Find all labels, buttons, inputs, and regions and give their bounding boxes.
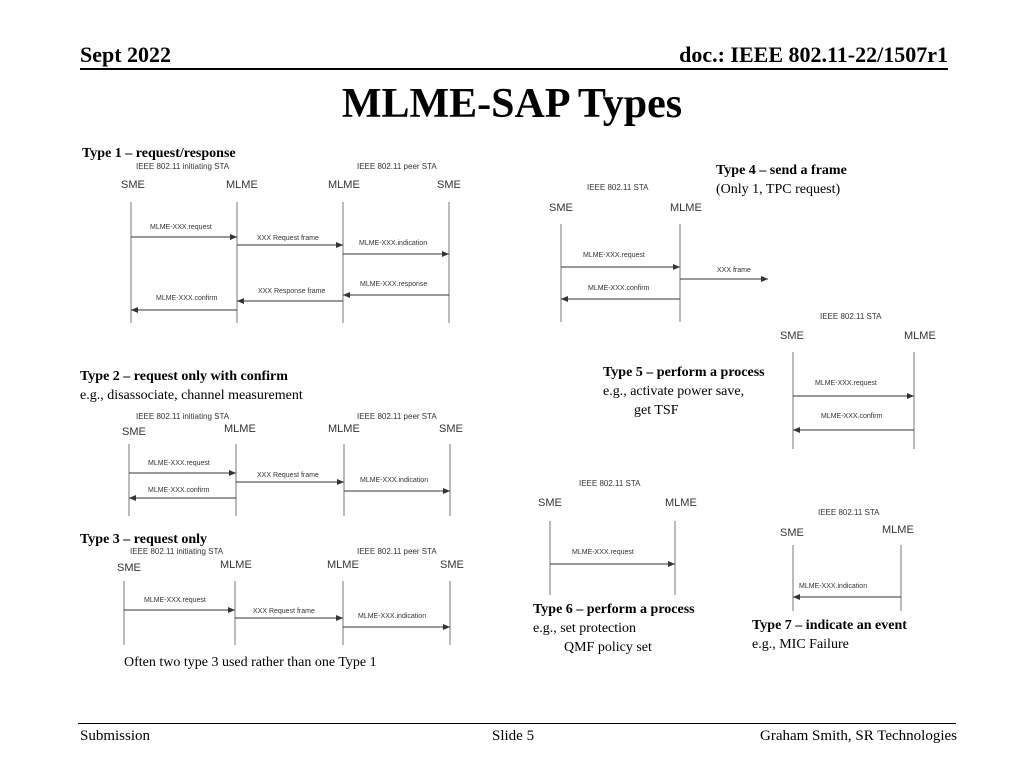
- type3-mlme-right: MLME: [327, 559, 359, 571]
- type3-sme-left: SME: [117, 562, 141, 574]
- type5-msg-request: MLME-XXX.request: [815, 380, 877, 387]
- type7-title: Type 7 – indicate an event: [752, 618, 907, 633]
- type5-desc-1: e.g., activate power save,: [603, 384, 745, 399]
- type5-mlme: MLME: [904, 330, 936, 342]
- type4-msg-confirm: MLME-XXX.confirm: [588, 285, 650, 292]
- type5-sta-label: IEEE 802.11 STA: [820, 312, 882, 321]
- type1-msg-request: MLME-XXX.request: [150, 224, 212, 231]
- type6-sme: SME: [538, 497, 562, 509]
- type6-mlme: MLME: [665, 497, 697, 509]
- type1-sme-left: SME: [121, 179, 145, 191]
- type2-label: [80, 367, 303, 405]
- type3-peer-sta-label: IEEE 802.11 peer STA: [357, 547, 437, 556]
- type2-title: Type 2 – request only with confirm: [80, 369, 288, 384]
- type3-msg-request-frame: XXX Request frame: [253, 608, 315, 615]
- type7-sme: SME: [780, 527, 804, 539]
- type2-mlme-left: MLME: [224, 423, 256, 435]
- type1-peer-sta-label: IEEE 802.11 peer STA: [357, 162, 437, 171]
- type6-desc-2: QMF policy set: [564, 640, 652, 655]
- type2-mlme-right: MLME: [328, 423, 360, 435]
- footer-submission: Submission: [80, 728, 151, 744]
- type4-sta-label: IEEE 802.11 STA: [587, 183, 649, 192]
- type1-title: Type 1 – request/response: [82, 146, 236, 161]
- page-title: MLME-SAP Types: [341, 81, 683, 127]
- type1-initiating-sta-label: IEEE 802.11 initiating STA: [136, 162, 230, 171]
- type5-sequence-diagram: [770, 308, 960, 453]
- type2-msg-request-frame: XXX Request frame: [257, 472, 319, 479]
- type5-sme: SME: [780, 330, 804, 342]
- type2-msg-confirm: MLME-XXX.confirm: [148, 487, 210, 494]
- type4-title: Type 4 – send a frame: [716, 163, 847, 178]
- type1-mlme-right: MLME: [328, 179, 360, 191]
- type1-sequence-diagram: [100, 158, 480, 328]
- header-doc-id: doc.: IEEE 802.11-22/1507r1: [679, 42, 948, 67]
- type1-sme-right: SME: [437, 179, 461, 191]
- type4-sequence-diagram: [540, 178, 770, 328]
- type7-sta-label: IEEE 802.11 STA: [818, 508, 880, 517]
- type4-msg-request: MLME-XXX.request: [583, 252, 645, 259]
- type1-msg-response-frame: XXX Response frame: [258, 288, 326, 295]
- type2-sme-left: SME: [122, 426, 146, 438]
- type5-title: Type 5 – perform a process: [603, 365, 765, 380]
- type1-msg-confirm: MLME-XXX.confirm: [156, 295, 218, 302]
- type4-msg-frame: XXX frame: [717, 267, 751, 274]
- type5-msg-confirm: MLME-XXX.confirm: [821, 413, 883, 420]
- type3-note: Often two type 3 used rather than one Type 1: [124, 655, 377, 670]
- footer-rule: [78, 723, 956, 724]
- type1-mlme-left: MLME: [226, 179, 258, 191]
- type3-sequence-diagram: [100, 543, 480, 649]
- type4-mlme: MLME: [670, 202, 702, 214]
- type1-msg-response: MLME-XXX.response: [360, 281, 428, 288]
- header-date: Sept 2022: [80, 42, 172, 67]
- type2-desc: e.g., disassociate, channel measurement: [80, 388, 303, 403]
- type7-desc: e.g., MIC Failure: [752, 637, 849, 652]
- type3-initiating-sta-label: IEEE 802.11 initiating STA: [130, 547, 224, 556]
- type7-label: [752, 616, 907, 654]
- type2-peer-sta-label: IEEE 802.11 peer STA: [357, 412, 437, 421]
- type2-msg-indication: MLME-XXX.indication: [360, 477, 429, 484]
- type4-desc: (Only 1, TPC request): [716, 182, 841, 197]
- header-rule: [80, 68, 948, 70]
- type2-sme-right: SME: [439, 423, 463, 435]
- type6-msg-request: MLME-XXX.request: [572, 549, 634, 556]
- type7-mlme: MLME: [882, 524, 914, 536]
- footer-slide-number: Slide 5: [492, 728, 535, 744]
- type2-msg-request: MLME-XXX.request: [148, 460, 210, 467]
- type7-sequence-diagram: [770, 505, 950, 615]
- type5-label: [603, 363, 765, 420]
- type2-initiating-sta-label: IEEE 802.11 initiating STA: [136, 412, 230, 421]
- type6-label: [533, 600, 695, 657]
- type6-sta-label: IEEE 802.11 STA: [579, 479, 641, 488]
- type6-title: Type 6 – perform a process: [533, 602, 695, 617]
- type1-msg-request-frame: XXX Request frame: [257, 235, 319, 242]
- type3-mlme-left: MLME: [220, 559, 252, 571]
- type3-msg-request: MLME-XXX.request: [144, 597, 206, 604]
- type5-desc-2: get TSF: [634, 403, 679, 418]
- type6-desc-1: e.g., set protection: [533, 621, 637, 636]
- type1-msg-indication: MLME-XXX.indication: [359, 240, 428, 247]
- type6-sequence-diagram: [535, 475, 715, 600]
- type7-msg-indication: MLME-XXX.indication: [799, 583, 868, 590]
- type4-sme: SME: [549, 202, 573, 214]
- type3-title: Type 3 – request only: [80, 532, 208, 547]
- footer-author: Graham Smith, SR Technologies: [760, 728, 957, 744]
- type2-sequence-diagram: [100, 408, 480, 520]
- type3-msg-indication: MLME-XXX.indication: [358, 613, 427, 620]
- type3-sme-right: SME: [440, 559, 464, 571]
